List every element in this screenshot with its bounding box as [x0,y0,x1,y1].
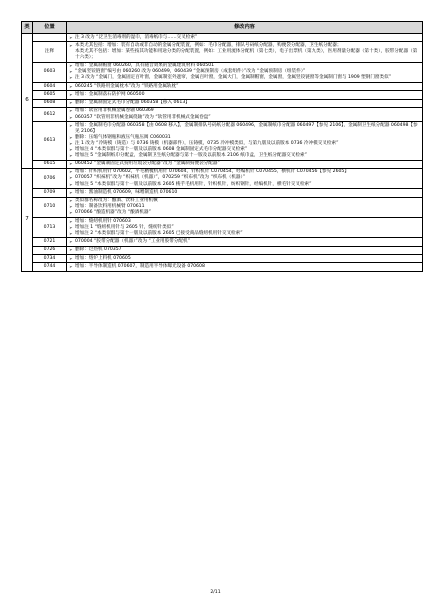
table-row [22,246,423,254]
arrow-bullet-icon: ➢ [69,146,73,152]
position-code: 0605 [33,91,67,99]
amendment-text: 070004 “胶带分配器（机器）”改为 “工业用胶带分配机” [75,239,190,245]
position-code: 0603 [33,62,67,82]
amendment-text: 增加：金属制落石防护网 060500 [75,91,145,97]
amendment-text: 增加：金属制毛巾分配器 060358【由 0608 移入】，金属制排队号码纸分配器 060496，金属制纸巾分配器 060497【参见 2106】，金属制卫生纸分配器 060498【参见 2106】 [75,122,418,134]
arrow-bullet-icon: ➢ [69,91,73,97]
amendment-text: “金属竖铰链窗”编号由 060260 改为 060499，060439 “金属预制房（成套组件）”改为 “金属预制房（组装件）” [75,69,306,75]
table-row [22,168,423,188]
arrow-bullet-icon: ➢ [69,75,73,81]
amendment-text: 增加：缝纫机用针 070603 [75,218,131,224]
amendment-line [69,231,420,237]
arrow-bullet-icon: ➢ [69,134,73,140]
amendment-table [21,21,423,272]
position-code: 0613 [33,122,67,160]
table-row [22,99,423,107]
table-row [22,62,423,82]
arrow-bullet-icon: ➢ [69,247,73,253]
amendment-content [67,218,423,238]
amendment-content [67,246,423,254]
amendment-content [67,82,423,90]
amendment-text: 增加：软管用非机械金属卷轴 060369 [75,108,154,114]
amendment-content [67,168,423,188]
arrow-bullet-icon: ➢ [69,224,73,230]
class-number: 6 [22,34,33,169]
arrow-bullet-icon: ➢ [69,230,73,236]
arrow-bullet-icon: ➢ [69,34,73,40]
page-number: 2/11 [210,590,221,595]
amendment-text: 060452 “金属制固定式狗用垃圾袋分配器”改为 “金属制狗便袋分配器” [75,161,220,167]
position-code: 0734 [33,255,67,263]
table-row [22,263,423,271]
arrow-bullet-icon: ➢ [69,218,73,224]
amendment-text: 070066 “酿造机器”改为 “酿酒机器” [75,210,151,216]
table-row [22,160,423,168]
amendment-content [67,197,423,217]
amendment-text: 本类尤其包括：增加：装有自动或非自动的金属分配装置，例如：毛巾分配器，排队号码纸分配器，购便袋分配器，卫生纸分配器； [75,43,342,49]
amendment-text: 060245 “铁路用金属枕木”改为 “铁路用金属轨枕” [75,83,179,89]
arrow-bullet-icon: ➢ [69,114,73,120]
arrow-bullet-icon: ➢ [69,255,73,261]
arrow-bullet-icon: ➢ [69,189,73,195]
amendment-text: 增加注 5 “金属制纸巾分配盒，金属制卫生纸分配器与第十一版及以前版本 2106 纸巾盒，卫生纸分配器交叉检索” [75,152,307,158]
amendment-line [69,239,420,245]
amendment-text: 删除：压缩气体钢瓶和液压气瓶压阀 C060031 [75,134,171,140]
position-code: 0710 [33,197,67,217]
arrow-bullet-icon: ➢ [69,122,73,128]
table-row [22,42,423,62]
amendment-line [69,153,420,159]
arrow-bullet-icon: ➢ [69,69,73,75]
amendment-line [69,161,420,167]
table-row [22,107,423,121]
amendment-text: 增加注 1 “缝纫机用针与 2605 针，缝纫针类似” [75,224,174,230]
amendment-line [69,75,420,81]
amendment-content [67,34,423,42]
amendment-text: 增加：针织机用针 070602，平毛精梳机用针 070604，针织机针 C070454，经编机针 C070455，横机针 C070456【参见 2605】 [75,169,349,175]
amendment-content [67,107,423,121]
arrow-bullet-icon: ➢ [69,181,73,187]
amendment-line [69,182,420,188]
class-number: 7 [22,168,33,271]
amendment-text: 增加注 5 “本类似群与第十一版及以前版本 2605 梭芋毛机用针，针织机针，纺织钢针，经编机针，横毛针交叉检索” [75,181,312,187]
header-class: 类 [22,22,33,34]
table-header-row [22,22,423,34]
table-row [22,34,423,42]
amendment-content [67,62,423,82]
arrow-bullet-icon: ➢ [69,83,73,89]
arrow-bullet-icon: ➢ [69,169,73,175]
amendment-text: 增加：半导体制造机 070607，制造用半导体曝光设备 070608 [75,263,205,269]
table-row [22,82,423,90]
amendment-content [67,91,423,99]
amendment-content [67,238,423,246]
amendment-content [67,42,423,62]
table-body [22,34,423,271]
amendment-text: 注 3 改为 “金属门，金属固定百叶窗，金属制室外遮帘，金属百叶窗，金属大门，金属制帽窗，金属窗，金属竖铰链窗等金属制门窗与 1909 塑钢门窗类似” [75,75,392,81]
position-code: 0612 [33,107,67,121]
arrow-bullet-icon: ➢ [69,152,73,158]
amendment-text: 类似群名称改为：酿酒、饮料工业用机械 [75,198,158,204]
table-row [22,189,423,197]
position-code: 0721 [33,238,67,246]
amendment-line [69,84,420,90]
position-code: 0604 [33,82,67,90]
amendment-content [67,255,423,263]
table-row [22,218,423,238]
arrow-bullet-icon: ➢ [69,175,73,181]
amendment-text: 070057 “织袜机”改为 “织袜机（机器）”，070259 “织布机”改为 “织布机（机器）” [75,175,246,181]
amendment-line [69,35,420,41]
amendment-content [67,122,423,160]
amendment-content [67,160,423,168]
amendment-text: 删除：金属制固定式毛巾分配器 060358【移入 0613】 [75,100,190,106]
position-code [33,34,67,42]
position-code: 0706 [33,168,67,188]
arrow-bullet-icon: ➢ [69,198,73,204]
table-row [22,122,423,160]
arrow-bullet-icon: ➢ [69,161,73,167]
arrow-bullet-icon: ➢ [69,239,73,245]
position-code: 0709 [33,189,67,197]
arrow-bullet-icon: ➢ [69,210,73,216]
table-row [22,91,423,99]
arrow-bullet-icon: ➢ [69,63,73,69]
amendment-line [69,100,420,106]
amendment-line [69,92,420,98]
arrow-bullet-icon: ➢ [69,43,73,49]
amendment-text: 060357 “软管用非机械金属绕轴”改为 “软管用非机械式金属卷盘” [75,114,211,120]
amendment-line [69,247,420,253]
amendment-text: 增加注 2 “本类似群与第十一版及以前版本 2605 已接受商品缝纫机用针交叉检索” [75,230,243,236]
position-code: 0744 [33,263,67,271]
position-code: 注释 [33,42,67,62]
amendment-content [67,99,423,107]
amendment-line [69,256,420,262]
position-code: 0713 [33,218,67,238]
amendment-line [69,264,420,270]
amendment-text: 增加：金属制帽窗 060260，具有随音效果的金属建筑材料 060501 [75,63,215,69]
amendment-text: 增加：制备饮料用机械臂 070611 [75,204,145,210]
arrow-bullet-icon: ➢ [69,204,73,210]
amendment-line [69,115,420,121]
amendment-text: 增加：酱油制造机 070609，味噌制造机 070610 [75,189,178,195]
header-content: 修改内容 [67,22,423,34]
amendment-text: 删除：过热机 070357 [75,247,122,253]
amendment-text: 注 3 改为 “泛卫生消毒剂的湿巾，消毒纸巾与……交叉检索” [75,34,198,40]
amendment-text: 增加：熔炉上料机 070605 [75,255,131,261]
amendment-text: 注 1 改为 “冷铸模（铸造）与 0736 铸模（机器部件），压铸模，0735 冷冲模类似，与第九版及以前版本 0736 冷冲模交叉检索” [75,140,339,146]
amendment-line [69,49,420,61]
amendment-content [67,263,423,271]
header-position: 位置 [33,22,67,34]
amendment-line [69,210,420,216]
arrow-bullet-icon: ➢ [69,108,73,114]
table-row [22,238,423,246]
position-code: 0615 [33,160,67,168]
amendment-text: 增加注 4 “本类似群与第十一版及以前版本 0608 金属制固定式毛巾分配器交叉检索” [75,146,248,152]
amendment-text: 本类尤其不包括：增加：某些按其功能和用途分类的分配装置，例如：工业用流体分配机（第七类），电子出票机（第九类），医用剂量分配器（第十类），胶带分配器（第十六类）； [75,49,418,61]
position-code: 0726 [33,246,67,254]
amendment-line [69,190,420,196]
amendment-content [67,189,423,197]
table-row [22,197,423,217]
position-code: 0608 [33,99,67,107]
table-row [22,255,423,263]
arrow-bullet-icon: ➢ [69,140,73,146]
amendment-line [69,123,420,135]
arrow-bullet-icon: ➢ [69,263,73,269]
arrow-bullet-icon: ➢ [69,100,73,106]
